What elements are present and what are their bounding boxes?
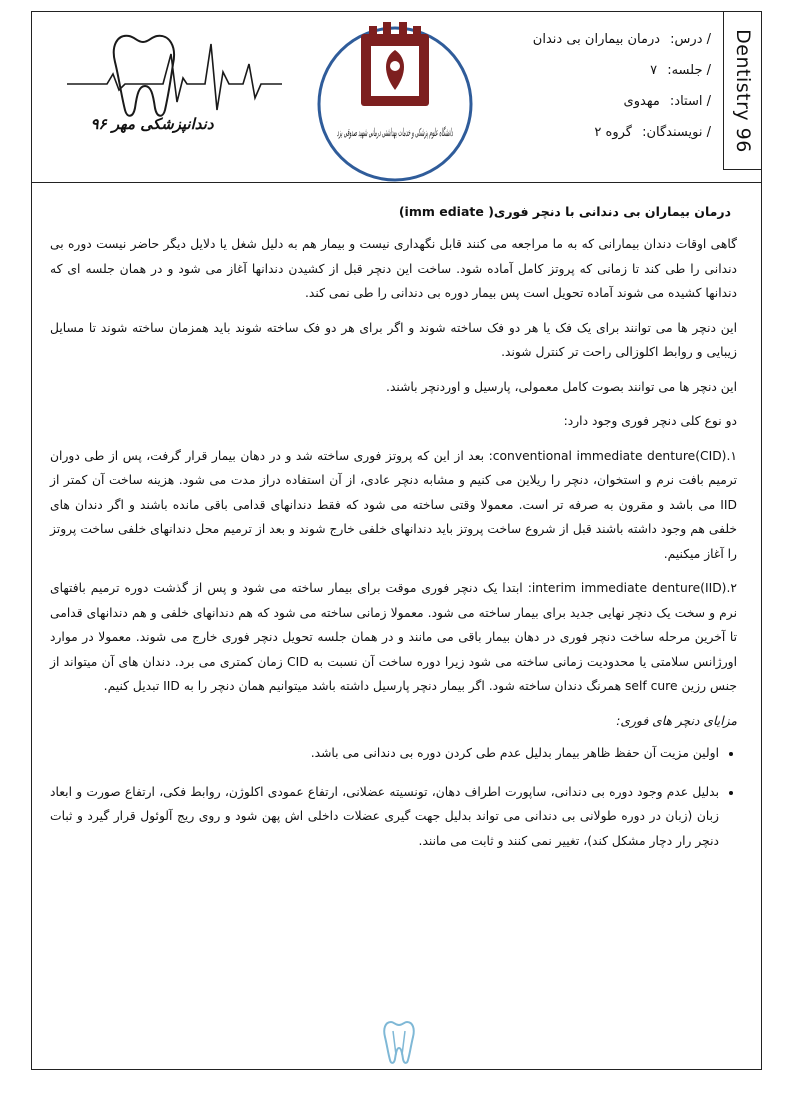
- meta-session: / جلسه: ۷: [650, 63, 711, 78]
- course-meta: [481, 24, 711, 148]
- section-title: درمان بیماران بی دندانی با دنچر فوری( imm ediate): [398, 204, 731, 219]
- item-iid-term: interim immediate denture(IID): [531, 581, 727, 595]
- svg-text:دانشگاه علوم پزشکی و خدمات بهد: دانشگاه علوم پزشکی و خدمات بهداشتی درمانی شهید صدوقی یزد: [337, 126, 454, 139]
- page-frame: [31, 11, 762, 1070]
- list-item: • بدلیل عدم وجود دوره بی دندانی، ساپورت اطراف دهان، تونسیته عضلانی، ارتفاع عمودی اکلوژن، روابط فکی، ارتفاع صورت و ابعاد زبان (زبان در دوره طولانی بی دندانی می تواند بدلیل جهت گیری عضلات داخلی اش پهن شود و روی ریج آلوئول قرار گیرد و ثبات دنچر رار دچار مشکل کند)، تغییر نمی کنند و ثابت می مانند.: [50, 780, 719, 854]
- item-cid: ۱.conventional immediate denture(CID): بعد از این که پروتز فوری ساخته شد و در دهان بیمار قرار گرفت، پس از طی دوران ترمیم بافت نرم و استخوان، دنچر را ریلاین می کنیم و مشابه دنچر عادی، از آن استفاده دراز مدت می شود. هزینه ساخت آن کمتر از IID می باشد و مقرون به صرفه تر است. معمولا وقتی ساخته می شود که فقط دندانهای قدامی باقی مانده باشند و اگر دندان های خلفی هم وجود داشته باشند قبل از شروع ساخت پروتز باید دندانهای خلفی خارج شوند و بعد از ترمیم محل دندانهای خلفی ساخت پروتز را آغاز میکنیم.: [50, 448, 737, 561]
- list-item: • اولین مزیت آن حفظ ظاهر بیمار بدلیل عدم طی کردن دوره بی دندانی می باشد.: [50, 741, 719, 766]
- meta-authors: / نویسندگان: گروه ۲: [594, 125, 711, 140]
- tooth-page-icon: [382, 1019, 416, 1065]
- side-tab: [723, 12, 761, 170]
- class-logo: [67, 24, 282, 159]
- advantages-title: مزایای دنچر های فوری:: [616, 713, 737, 728]
- paragraph-types: این دنچر ها می توانند بصوت کامل معمولی، پارسیل و اوردنچر باشند.: [386, 379, 737, 394]
- page-header: [32, 12, 761, 183]
- paragraph-jaws: این دنچر ها می توانند برای یک فک یا هر دو فک ساخته شوند و اگر برای هر دو فک ساخته شوند باید همزمان ساخته شوند تا مسایل زیبایی و روابط اکلوزالی راحت تر کنترل شوند.: [50, 320, 737, 359]
- advantages-list: [50, 741, 737, 853]
- university-name: [337, 126, 453, 139]
- university-emblem: [317, 14, 473, 200]
- item-iid: ۲.interim immediate denture(IID): ابتدا یک دنچر فوری موقت برای بیمار ساخته می شود و پس از گذشت دوره ترمیم بافتهای نرم و سخت یک دنچر نهایی جدید برای بیمار ساخته می شود. معمولا زمانی ساخته می شود که هم دندانهای خلفی و هم دندانهای قدامی تا آخرین مرحله ساخت دنچر فوری در دهان بیمار باقی می مانند و در همان جلسه تحویل دنچر فوری خارج می شوند. معمولا در موارد اورژانس سلامتی یا محدودیت زمانی ساخته می شود زیرا دوره ساخت آن نسبت به CID زمان کمتری می برد. دندان های آن میتواند از جنس رزین self cure همرنگ دندان ساخته شود. اگر بیمار دنچر پارسیل داشته باشد میتوانیم همان دنچر را به IID تبدیل کنیم.: [50, 581, 738, 693]
- item-cid-term: conventional immediate denture(CID): [492, 448, 727, 463]
- side-tab-label: Dentistry 96: [731, 28, 754, 153]
- paragraph-intro: گاهی اوقات دندان بیمارانی که به ما مراجعه می کنند قابل نگهداری نیست و بیمار هم به دلیل شغل یا دلایل دیگر حاضر نیست دوره بی دندانی را طی کند تا زمانی که پروتز کامل آماده شود. ساخت این دنچر قبل از کشیدن دندانها آغاز می شود و در همان جلسه ای که دندانها کشیده می شوند آماده تحویل است پس بیمار دوره بی دندانی را طی نمی کند.: [50, 237, 737, 300]
- class-logo-text: دندانپزشکی مهر ۹۶: [90, 115, 214, 133]
- document-body: [32, 200, 761, 867]
- meta-course: / درس: درمان بیماران بی دندان: [532, 32, 711, 47]
- meta-professor: / استاد: مهدوی: [623, 94, 711, 109]
- paragraph-kinds: دو نوع کلی دنچر فوری وجود دارد:: [563, 414, 737, 428]
